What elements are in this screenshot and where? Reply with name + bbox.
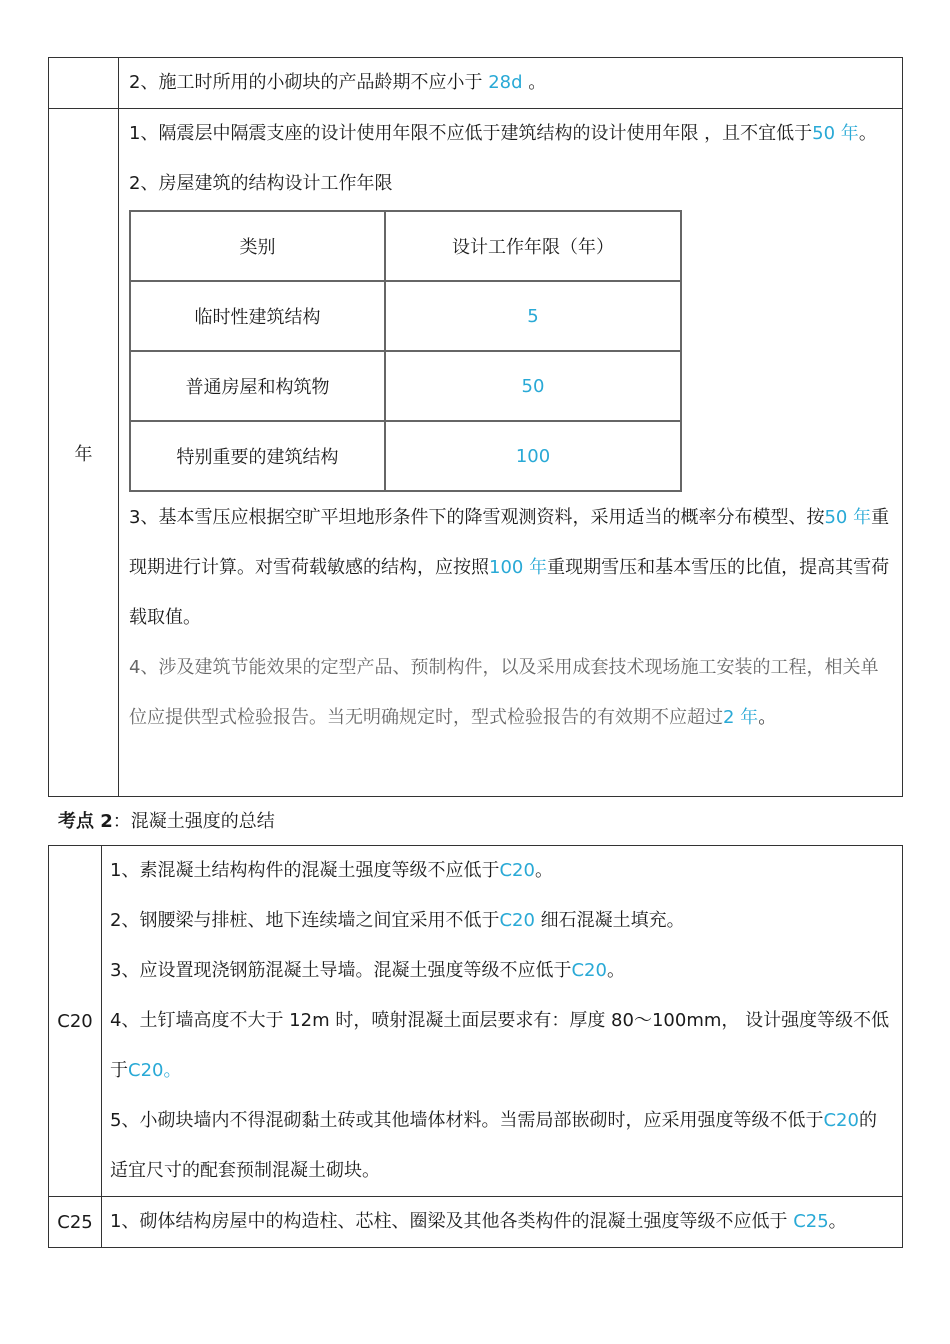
list-item: 3、基本雪压应根据空旷平坦地形条件下的降雪观测资料，采用适当的概率分布模型、按50 年重现期进行计算。对雪荷载敏感的结构，应按照100 年重现期雪压和基本雪压的比值，提高其雪荷载取值。 — [129, 507, 890, 628]
list-item: 2、施工时所用的小砌块的产品龄期不应小于 28d 。 — [129, 72, 547, 93]
list-item: 4、涉及建筑节能效果的定型产品、预制构件，以及采用成套技术现场施工安装的工程，相关单位应提供型式检验报告。当无明确规定时，型式检验报告的有效期不应超过2 年。 — [129, 657, 879, 728]
row-label: 年 — [49, 109, 119, 797]
heading-text: ：混凝土强度的总结 — [112, 811, 275, 832]
list-item: 2、房屋建筑的结构设计工作年限 — [129, 173, 393, 194]
section-heading — [58, 808, 275, 836]
list-item: 1、隔震层中隔震支座的设计使用年限不应低于建筑结构的设计使用年限 ，且不宜低于50 年。 — [129, 123, 877, 144]
table-row — [49, 58, 903, 109]
table-concrete-strength — [48, 845, 903, 1248]
list-item: 1、素混凝土结构构件的混凝土强度等级不应低于C20。 — [110, 860, 553, 881]
table-row — [49, 1197, 903, 1248]
row-label — [49, 58, 119, 109]
list-item: 2、钢腰梁与排桩、地下连续墙之间宜采用不低于C20 细石混凝土填充。 — [110, 910, 685, 931]
row-content — [119, 109, 903, 797]
table-row — [130, 421, 681, 491]
list-item: 3、应设置现浇钢筋混凝土导墙。混凝土强度等级不应低于C20。 — [110, 960, 625, 981]
table-row — [49, 109, 903, 797]
column-header: 设计工作年限（年） — [385, 211, 681, 281]
table-row — [49, 846, 903, 1197]
table-row — [130, 351, 681, 421]
category-cell: 普通房屋和构筑物 — [130, 351, 385, 421]
row-content — [102, 846, 903, 1197]
column-header: 类别 — [130, 211, 385, 281]
design-years-table — [129, 210, 682, 492]
table-row — [130, 281, 681, 351]
heading-label: 考点 2 — [58, 811, 113, 832]
row-content — [119, 58, 903, 109]
category-cell: 临时性建筑结构 — [130, 281, 385, 351]
years-cell: 5 — [385, 281, 681, 351]
row-label: C25 — [49, 1197, 102, 1248]
years-cell: 100 — [385, 421, 681, 491]
row-label: C20 — [49, 846, 102, 1197]
category-cell: 特别重要的建筑结构 — [130, 421, 385, 491]
list-item: 4、土钉墙高度不大于 12m 时，喷射混凝土面层要求有：厚度 80～100mm， 设计强度等级不低于C20。 — [110, 1010, 890, 1081]
table-header-row — [130, 211, 681, 281]
years-cell: 50 — [385, 351, 681, 421]
list-item: 1、砌体结构房屋中的构造柱、芯柱、圈梁及其他各类构件的混凝土强度等级不应低于 C25。 — [110, 1211, 847, 1232]
list-item: 5、小砌块墙内不得混砌黏土砖或其他墙体材料。当需局部嵌砌时，应采用强度等级不低于C20的适宜尺寸的配套预制混凝土砌块。 — [110, 1110, 877, 1181]
row-content — [102, 1197, 903, 1248]
table-design-years — [48, 57, 903, 797]
